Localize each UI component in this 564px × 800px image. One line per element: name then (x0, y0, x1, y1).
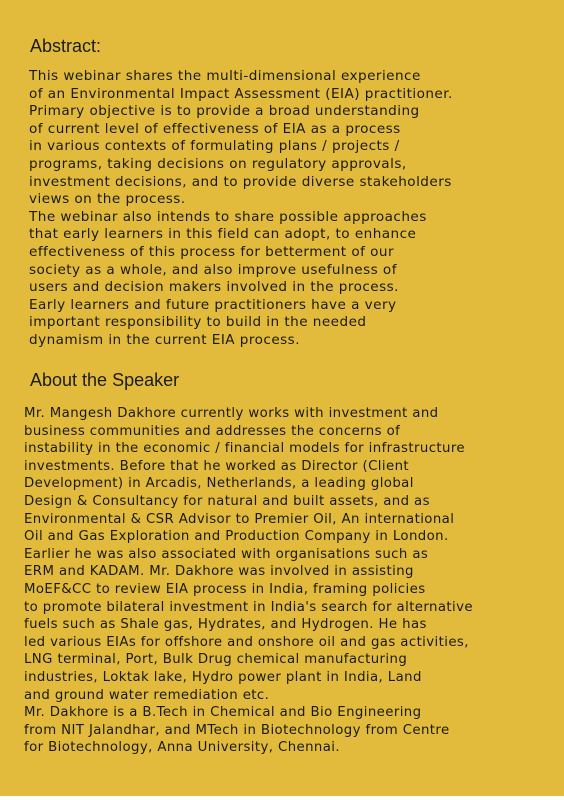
speaker-line: led various EIAs for offshore and onshore oil and gas activities, (24, 634, 469, 650)
abstract-line: investment decisions, and to provide diverse stakeholders (29, 173, 452, 190)
speaker-line: LNG terminal, Port, Bulk Drug chemical manufacturing (24, 652, 408, 668)
speaker-line: instability in the economic / financial models for infrastructure (24, 441, 466, 457)
abstract-line: Early learners and future practitioners have a very (29, 296, 397, 313)
speaker-line: Mr. Dakhore is a B.Tech in Chemical and Bio Engineering (24, 705, 422, 721)
page-bottom-edge (0, 796, 564, 800)
speaker-bio-text (24, 405, 473, 757)
speaker-line: Oil and Gas Exploration and Production Company in London. (24, 529, 449, 545)
abstract-line: The webinar also intends to share possible approaches (29, 208, 427, 225)
abstract-line: This webinar shares the multi-dimensional experience (29, 68, 421, 84)
speaker-line: Earlier he was also associated with organisations such as (24, 546, 429, 562)
abstract-text (29, 68, 453, 350)
speaker-line: ERM and KADAM. Mr. Dakhore was involved in assisting (24, 564, 414, 580)
abstract-line: of current level of effectiveness of EIA as a process (29, 120, 401, 137)
abstract-line: Primary objective is to provide a broad understanding (29, 103, 420, 120)
abstract-line: effectiveness of this process for betterment of our (29, 243, 395, 260)
speaker-line: from NIT Jalandhar, and MTech in Biotechnology from Centre (24, 722, 450, 738)
speaker-line: for Biotechnology, Anna University, Chennai. (24, 740, 341, 756)
speaker-line: and ground water remediation etc. (24, 687, 270, 703)
speaker-line: Design & Consultancy for natural and built assets, and as (24, 493, 430, 509)
speaker-line: to promote bilateral investment in India's search for alternative (24, 599, 473, 615)
speaker-line: Development) in Arcadis, Netherlands, a leading global (24, 476, 414, 492)
speaker-line: Mr. Mangesh Dakhore currently works with investment and (24, 406, 439, 421)
speaker-line: Environmental & CSR Advisor to Premier Oil, An international (24, 511, 455, 527)
abstract-line: important responsibility to build in the needed (29, 314, 367, 331)
speaker-line: fuels such as Shale gas, Hydrates, and Hydrogen. He has (24, 617, 427, 633)
abstract-line: dynamism in the current EIA process. (29, 331, 300, 348)
abstract-line: society as a whole, and also improve usefulness of (29, 261, 397, 278)
speaker-line: MoEF&CC to review EIA process in India, framing policies (24, 581, 426, 597)
abstract-line: users and decision makers involved in the process. (29, 279, 399, 296)
abstract-line: views on the process. (29, 191, 186, 208)
abstract-line: of an Environmental Impact Assessment (EIA) practitioner. (29, 85, 453, 102)
about-speaker-heading: About the Speaker (30, 370, 180, 390)
abstract-line: that early learners in this field can adopt, to enhance (29, 226, 417, 243)
abstract-line: in various contexts of formulating plans / projects / (29, 138, 400, 155)
speaker-line: business communities and addresses the concerns of (24, 423, 401, 439)
speaker-line: industries, Loktak lake, Hydro power plant in India, Land (24, 669, 422, 685)
abstract-line: programs, taking decisions on regulatory approvals, (29, 155, 407, 172)
abstract-heading: Abstract: (30, 36, 102, 56)
speaker-line: investments. Before that he worked as Director (Client (24, 458, 410, 474)
